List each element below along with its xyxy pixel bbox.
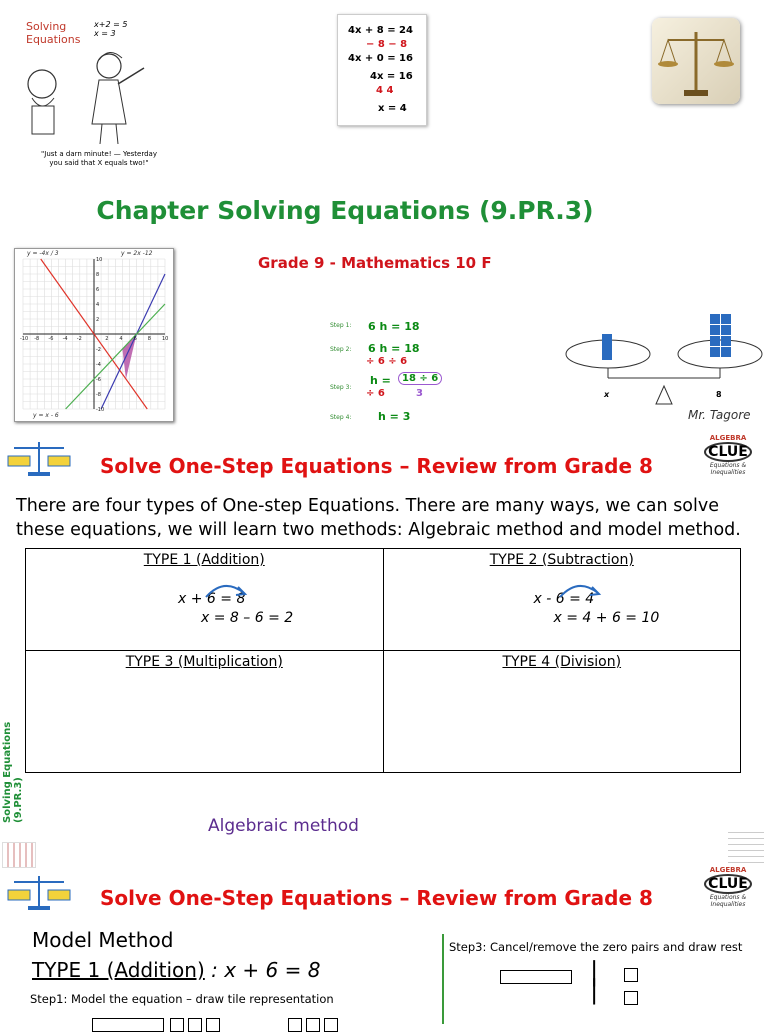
- linear-graph-image: [14, 248, 174, 422]
- unit-tile: [624, 991, 638, 1005]
- y-tick-label: -10: [96, 407, 105, 413]
- author-name: Mr. Tagore: [688, 408, 751, 422]
- step-label-2: Step 2:: [330, 346, 352, 353]
- algebra-clue-badge-1: [698, 434, 758, 488]
- x-tick-label: 4: [119, 336, 123, 342]
- badge-sub1: Equations &: [709, 462, 747, 469]
- step-label-1: Step 1:: [330, 322, 352, 329]
- x-tile: [500, 970, 572, 984]
- x-tick-label: -6: [48, 336, 54, 342]
- step2-division: ÷ 6 ÷ 6: [366, 356, 408, 367]
- x-tick-label: 2: [105, 336, 109, 342]
- balance-right-label: 8: [716, 390, 722, 399]
- cartoon-board-line1: x+2 = 5: [94, 20, 128, 29]
- thumbnail-left: [2, 842, 36, 868]
- algebra-clue-badge-2: [698, 866, 758, 920]
- equation-types-table: [25, 548, 741, 773]
- badge-sub2: Inequalities: [710, 469, 746, 476]
- badge-sub2: Inequalities: [710, 901, 746, 908]
- step3-circled: 18 ÷ 6: [398, 372, 442, 385]
- step4-equation: h = 3: [378, 410, 411, 423]
- balance-left-label: x: [604, 390, 610, 399]
- x-tick-label: -4: [62, 336, 68, 342]
- step2-equation: 6 h = 18: [368, 342, 420, 355]
- x-tick-label: 10: [162, 336, 169, 342]
- x-tick-label: -2: [76, 336, 82, 342]
- cartoon-label-line1: Solving: [26, 20, 67, 33]
- unit-tile: [324, 1018, 338, 1032]
- type3-heading: TYPE 3 (Multiplication): [125, 654, 283, 670]
- example-line2: − 8 − 8: [366, 39, 408, 50]
- example-line6: x = 4: [378, 103, 407, 114]
- balance-diagram: [560, 312, 765, 407]
- balance-scale-icon: [652, 18, 740, 104]
- step3-equation: h =: [370, 374, 391, 387]
- y-tick-label: 4: [96, 302, 100, 308]
- y-tick-label: -4: [96, 362, 101, 368]
- cartoon-label-line2: Equations: [26, 33, 81, 46]
- y-tick-label: -6: [96, 377, 101, 383]
- y-tick-label: 2: [96, 317, 100, 323]
- type1-equation: x + 6 = 8: [178, 591, 246, 607]
- type1-equation-text: : x + 6 = 8: [204, 958, 321, 982]
- x-tick-label: 8: [147, 336, 151, 342]
- step3-result: 3: [416, 388, 423, 399]
- step3-divisor: ÷ 6: [366, 388, 385, 399]
- step3-instruction: Step3: Cancel/remove the zero pairs and draw rest: [449, 940, 743, 954]
- section-heading-1: Solve One-Step Equations – Review from Grade 8: [100, 454, 653, 478]
- example-line4: 4x = 16: [370, 71, 413, 82]
- type4-heading: TYPE 4 (Division): [502, 654, 622, 670]
- x-tile: [92, 1018, 164, 1032]
- curved-arrow-icon: [204, 581, 248, 599]
- x-tick-label: -10: [20, 336, 29, 342]
- cartoon-board-line2: x = 3: [94, 29, 116, 38]
- divider-bracket: ⎪: [586, 962, 603, 987]
- page-title: Chapter Solving Equations (9.PR.3): [96, 196, 594, 225]
- balance-icon: [6, 872, 72, 912]
- y-tick-label: 8: [96, 272, 100, 278]
- y-tick-label: 6: [96, 287, 100, 293]
- thumbnail-right: [728, 828, 764, 868]
- intro-paragraph: There are four types of One-step Equations. There are many ways, we can solve these equations, we will learn two methods: Algebraic method and model method.: [16, 496, 741, 540]
- cartoon-illustration: [14, 14, 164, 172]
- graph-label-bottom: y = x - 6: [33, 412, 59, 419]
- balance-model-diagram: [560, 312, 765, 407]
- unit-tile: [306, 1018, 320, 1032]
- example-line5: 4 4: [376, 85, 394, 96]
- type1-model-heading: [32, 958, 320, 982]
- model-method-heading: Model Method: [32, 928, 174, 952]
- linear-graph: [15, 249, 173, 421]
- example-line1: 4x + 8 = 24: [348, 25, 413, 36]
- badge-top: ALGEBRA: [709, 866, 747, 874]
- y-tick-label: -8: [96, 392, 101, 398]
- column-divider: [442, 934, 444, 1024]
- type1-underlined: TYPE 1 (Addition): [32, 958, 205, 982]
- graph-label-top-right: y = 2x -12: [121, 250, 153, 257]
- type2-equation: x - 6 = 4: [533, 591, 595, 607]
- scale-icon-1: [6, 438, 72, 482]
- algebraic-method-label: Algebraic method: [208, 816, 359, 836]
- unit-tile: [624, 968, 638, 982]
- grade-subtitle: Grade 9 - Mathematics 10 F: [258, 254, 492, 272]
- divider-bracket-lower: ⎪: [586, 980, 603, 1005]
- y-tick-label: -2: [96, 347, 101, 353]
- badge-main: CLUE: [704, 442, 752, 462]
- x-tick-label: 6: [133, 336, 137, 342]
- x-tick-label: -8: [34, 336, 40, 342]
- cartoon-board: [94, 20, 127, 38]
- unit-tile: [188, 1018, 202, 1032]
- cartoon-caption: "Just a darn minute! — Yesterday you said that X equals two!": [41, 150, 157, 167]
- example-line3: 4x + 0 = 16: [348, 53, 413, 64]
- unit-tile: [170, 1018, 184, 1032]
- unit-tile: [288, 1018, 302, 1032]
- type1-cell: [26, 549, 384, 651]
- type2-heading: TYPE 2 (Subtraction): [489, 552, 634, 568]
- division-steps: [330, 318, 450, 428]
- section-heading-2: Solve One-Step Equations – Review from Grade 8: [100, 886, 653, 910]
- type3-cell: [26, 651, 384, 773]
- step1-equation: 6 h = 18: [368, 320, 420, 333]
- y-tick-label: 10: [96, 257, 103, 263]
- type1-solution: x = 8 – 6 = 2: [201, 610, 294, 626]
- step-label-4: Step 4:: [330, 414, 352, 421]
- type2-cell: [383, 549, 741, 651]
- step1-instruction: Step1: Model the equation – draw tile representation: [30, 992, 334, 1006]
- scale-icon-2: [6, 872, 72, 916]
- balance-icon: [6, 438, 72, 478]
- type4-cell: [383, 651, 741, 773]
- unit-tile: [206, 1018, 220, 1032]
- cartoon-drawing: [14, 44, 164, 148]
- worked-example-card: [337, 14, 427, 126]
- badge-sub1: Equations &: [709, 894, 747, 901]
- cartoon-label: [26, 20, 80, 46]
- type1-heading: TYPE 1 (Addition): [143, 552, 265, 568]
- balance-scale-photo: [652, 18, 740, 104]
- badge-main: CLUE: [704, 874, 752, 894]
- type2-solution: x = 4 + 6 = 10: [553, 610, 660, 626]
- graph-label-top-left: y = -4x / 3: [27, 250, 59, 257]
- step-label-3: Step 3:: [330, 384, 352, 391]
- badge-top: ALGEBRA: [709, 434, 747, 442]
- vertical-chapter-label: Solving Equations (9.PR.3): [2, 721, 24, 823]
- curved-arrow-icon: [558, 581, 602, 599]
